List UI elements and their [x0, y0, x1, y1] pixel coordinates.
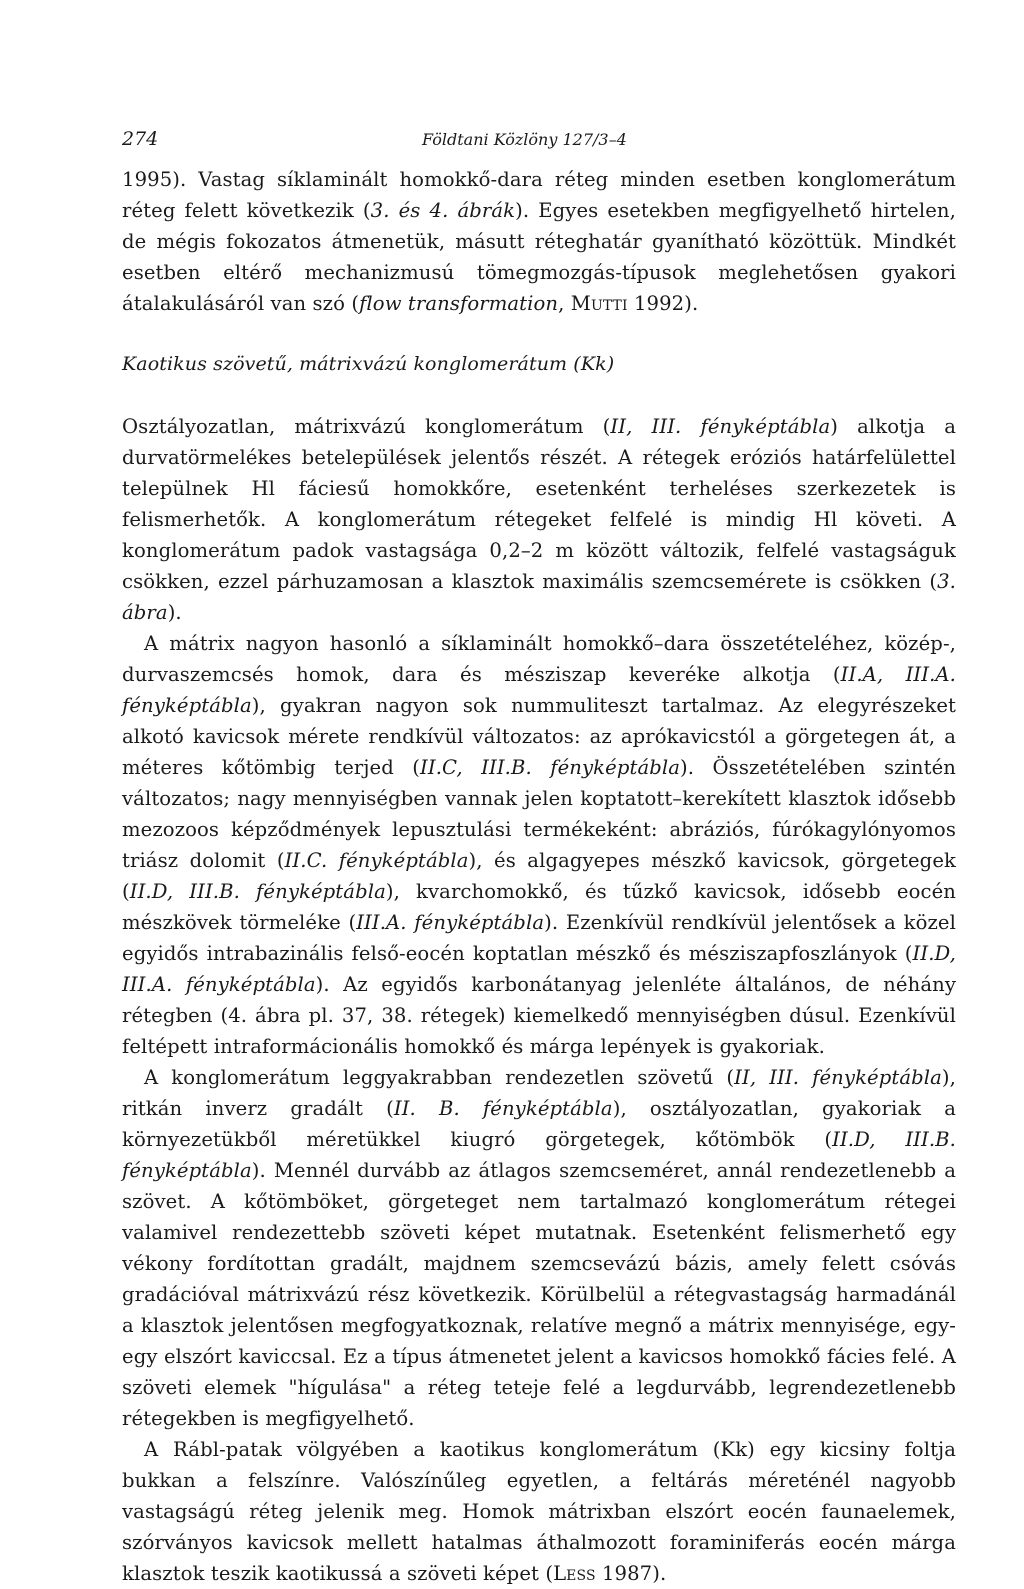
text-run: ). Egyes esetekben megfigyelhető hirtelen, de mégis fokozatos átmenetük, másutt réteghatár gyanítható közöttük. Mindkét esetben eltérő mechanizmusú tömegmozgás-típusok meglehetősen gyakori átalakulásáról van szó (: [122, 199, 956, 315]
text-run: ), osztályozatlan, gyakoriak a környezetükből méretükkel kiugró görgetegek, kőtömbök (: [122, 1097, 956, 1151]
plate-reference: II, III. fényképtábla: [734, 1066, 942, 1089]
figure-reference: 3. és 4. ábrák: [370, 199, 516, 222]
text-run: Osztályozatlan, mátrixvázú konglomerátum (: [122, 415, 611, 438]
text-run: ), kvarchomokkő, és tűzkő kavicsok, idősebb eocén mészkövek törmeléke (: [122, 880, 956, 934]
text-run: ). Az egyidős karbonátanyag jelenléte általános, de néhány rétegben (4. ábra pl. 37, 38. rétegek) kiemelkedő mennyiségben dúsul. Ezenkívül feltépett intraformácionális homokkő és márga lepények is gyakoriak.: [122, 973, 956, 1058]
page-number: 274: [122, 128, 159, 150]
plate-reference: II.A, III.A. fényképtábla: [122, 663, 956, 717]
text-run: ), ritkán inverz gradált (: [122, 1066, 956, 1120]
text-run: ). Összetételében szintén változatos; nagy mennyiségben vannak jelen koptatott–kerekített klasztok idősebb mezozoos képződmények lepusztulási termékeként: abráziós, fúrókagylónyomos triász dolomit (: [122, 756, 957, 872]
plate-reference: II.D, III.B. fényképtábla: [129, 880, 386, 903]
running-head: [122, 128, 956, 164]
plate-reference: II.C. fényképtábla: [284, 849, 469, 872]
paragraph: [122, 1434, 956, 1589]
plate-reference: II.D, III.B. fényképtábla: [122, 1128, 957, 1182]
plate-reference: II, III. fényképtábla: [610, 415, 831, 438]
figure-reference: 3. ábra: [122, 570, 956, 624]
text-run: ).: [167, 601, 182, 624]
paragraph: [122, 628, 956, 1062]
english-term: flow transformation: [359, 292, 559, 315]
text-run: 1992).: [627, 292, 699, 315]
paragraph: [122, 411, 956, 628]
body-text: [122, 164, 956, 1589]
text-run: 1995). Vastag síklaminált homokkő-dara réteg minden esetben konglomerátum réteg felett következik (: [122, 168, 956, 222]
author-citation: Mutti: [570, 292, 628, 315]
author-citation: Less: [553, 1562, 596, 1585]
page: [122, 128, 956, 1589]
text-run: ), és algagyepes mészkő kavicsok, görgetegek (: [122, 849, 956, 903]
text-run: ) alkotja a durvatörmelékes betelepülések jelentős részét. A rétegek eróziós határfelülettel települnek Hl fáciesű homokkőre, esetenként terheléses szerkezetek is felismerhetők. A konglomerátum rétegeket felfelé is mindig Hl követi. A konglomerátum padok vastagsága 0,2–2 m között változik, felfelé vastagságuk csökken, ezzel párhuzamosan a klasztok maximális szemcsemérete is csökken (: [122, 415, 956, 593]
text-run: A mátrix nagyon hasonló a síklaminált homokkő–dara összetételéhez, közép-, durvaszemcsés homok, dara és mésziszap keveréke alkotja (: [122, 632, 956, 686]
text-run: ). Mennél durvább az átlagos szemcseméret, annál rendezetlenebb a szövet. A kőtömböket, görgeteget nem tartalmazó konglomerátum rétegei valamivel rendezettebb szöveti képet mutatnak. Esetenként felismerhető egy vékony fordítottan gradált, majdnem szemcsevázú bázis, amely felett csóvás gradációval mátrixvázú rész következik. Körülbelül a rétegvastagság harmadánál a klasztok jelentősen megfogyatkoznak, relatíve megnő a mátrix mennyisége, egy-egy elszórt kaviccsal. Ez a típus átmenetet jelent a kavicsos homokkő fácies felé. A szöveti elemek "hígulása" a réteg teteje felé a legdurvább, legrendezetlenebb rétegekben is megfigyelhető.: [122, 1159, 956, 1430]
plate-reference: II.D, III.A. fényképtábla: [122, 942, 956, 996]
text-run: ), gyakran nagyon sok nummuliteszt tartalmaz. Az elegyrészeket alkotó kavicsok mérete rendkívül változatos: az aprókavicstól a görgetegen át, a méteres kőtömbig terjed (: [122, 694, 956, 779]
plate-reference: II.C, III.B. fényképtábla: [420, 756, 681, 779]
text-run: A Rábl-patak völgyében a kaotikus konglomerátum (Kk) egy kicsiny foltja bukkan a felszínre. Valószínűleg egyetlen, a feltárás méreténél nagyobb vastagságú réteg jelenik meg. Homok mátrixban elszórt eocén faunaelemek, szórványos kavicsok mellett hatalmas áthalmozott foraminiferás eocén márga klasztok teszik kaotikussá a szöveti képet (: [122, 1438, 956, 1585]
plate-reference: II. B. fényképtábla: [393, 1097, 613, 1120]
text-run: ). Ezenkívül rendkívül jelentősek a közel egyidős intrabazinális felső-eocén koptatlan mészkő és mésziszapfoszlányok (: [122, 911, 956, 965]
plate-reference: III.A. fényképtábla: [356, 911, 545, 934]
text-run: A konglomerátum leggyakrabban rendezetlen szövetű (: [144, 1066, 735, 1089]
text-run: ,: [558, 292, 571, 315]
journal-title: Földtani Közlöny 127/3–4: [422, 130, 627, 149]
text-run: 1987).: [595, 1562, 667, 1585]
paragraph-continuation: [122, 164, 956, 319]
section-heading: Kaotikus szövetű, mátrixvázú konglomerátum (Kk): [122, 353, 615, 375]
paragraph: [122, 1062, 956, 1434]
